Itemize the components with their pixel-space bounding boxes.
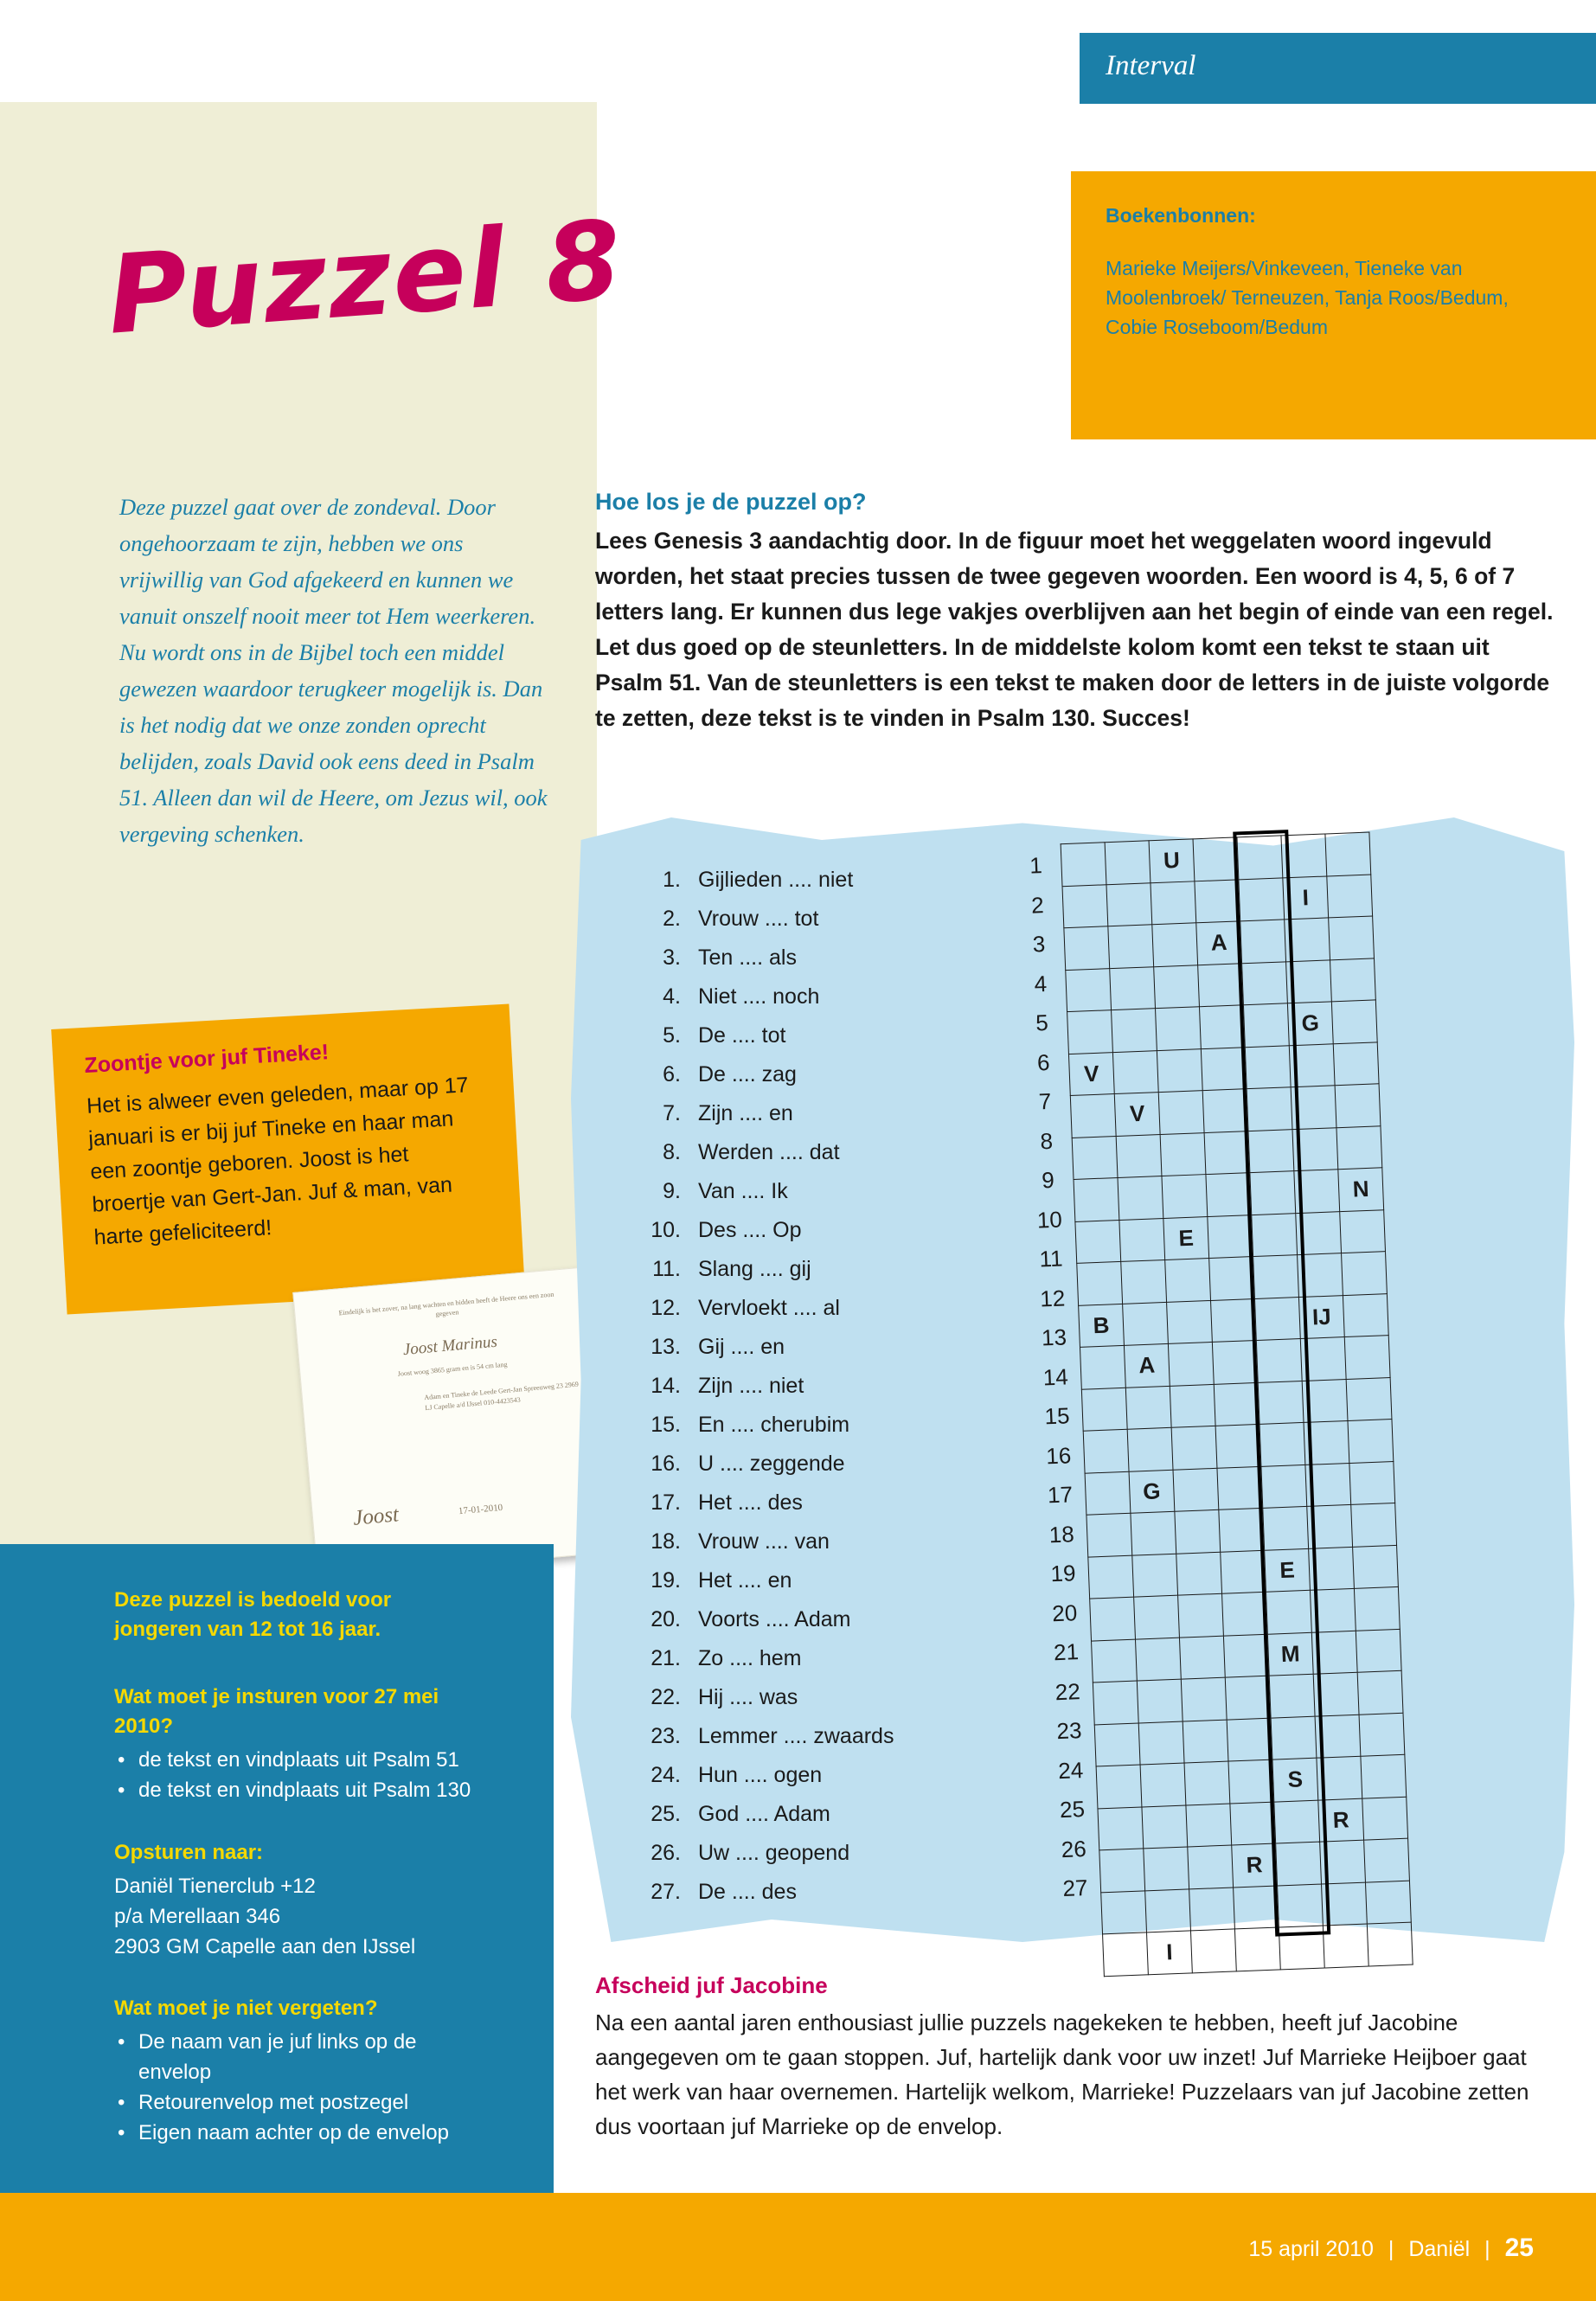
grid-cell[interactable] xyxy=(1346,1377,1392,1420)
puzzle-grid-table[interactable] xyxy=(1061,832,1413,1977)
grid-row-number: 2 xyxy=(1030,891,1045,919)
send-title: Opsturen naar: xyxy=(114,1841,264,1864)
grid-cell[interactable] xyxy=(1154,965,1200,1008)
grid-cell[interactable] xyxy=(1085,1471,1131,1515)
clue-text: Lemmer .... zwaards xyxy=(698,1724,894,1748)
grid-cell[interactable] xyxy=(1186,1804,1232,1847)
grid-cell[interactable] xyxy=(1228,1759,1274,1803)
grid-row-number: 8 xyxy=(1039,1127,1054,1154)
grid-cell[interactable] xyxy=(1092,1639,1138,1682)
footer-page-number: 25 xyxy=(1504,2234,1534,2262)
grid-cell[interactable] xyxy=(1074,1177,1119,1221)
footer-magazine: Daniël xyxy=(1408,2237,1471,2261)
clue-item xyxy=(636,1873,999,1912)
grid-cell[interactable] xyxy=(1075,1220,1121,1263)
grid-cell[interactable] xyxy=(1081,1388,1127,1431)
grid-row-number: 16 xyxy=(1045,1441,1072,1469)
grid-cell[interactable] xyxy=(1168,1342,1214,1385)
boekenbonnen-title: Boekenbonnen: xyxy=(1106,204,1256,227)
clue-text: Gij .... en xyxy=(698,1335,785,1359)
boekenbonnen-winners: Marieke Meijers/Vinkeveen, Tieneke van Moolenbroek/ Terneuzen, Tanja Roos/Bedum, Cobie Roseboom/Bedum xyxy=(1106,257,1509,338)
grid-cell[interactable] xyxy=(1173,1468,1219,1511)
grid-row-number: 5 xyxy=(1035,1009,1049,1036)
forget-title: Wat moet je niet vergeten? xyxy=(114,1997,378,2020)
grid-cell[interactable] xyxy=(1364,1838,1410,1881)
card-date: 17-01-2010 xyxy=(458,1502,503,1517)
grid-cell[interactable] xyxy=(1362,1797,1408,1840)
footer-separator-1: | xyxy=(1388,2237,1394,2261)
card-signature: Joost xyxy=(352,1503,401,1530)
grid-cell[interactable] xyxy=(1211,1298,1257,1342)
clue-number: 8. xyxy=(663,1140,681,1164)
send-line-2: p/a Merellaan 346 xyxy=(114,1905,281,1928)
grid-cell[interactable] xyxy=(1080,1345,1125,1388)
grid-cell[interactable] xyxy=(1162,1175,1208,1218)
grid-cell[interactable] xyxy=(1175,1509,1221,1553)
footer xyxy=(1248,2234,1534,2263)
grid-cell[interactable] xyxy=(1329,916,1375,959)
clue-number: 5. xyxy=(663,1023,681,1048)
clue-number: 6. xyxy=(663,1062,681,1086)
grid-cell[interactable] xyxy=(1167,1300,1213,1343)
clue-number: 19. xyxy=(651,1568,681,1593)
grid-cell[interactable] xyxy=(1116,1134,1162,1177)
grid-cell[interactable] xyxy=(1110,966,1156,1009)
grid-cell[interactable] xyxy=(1204,1131,1250,1174)
clue-item xyxy=(636,1795,999,1834)
grid-cell[interactable] xyxy=(1093,1681,1138,1724)
card-line1: Eindelijk is het zover, na lang wachten en bidden heeft de Heere ons een zoon gegeven xyxy=(338,1290,554,1318)
grid-cell[interactable] xyxy=(1077,1261,1123,1304)
grid-cell[interactable] xyxy=(1070,1094,1116,1138)
grid-cell[interactable] xyxy=(1330,958,1375,1001)
grid-cell[interactable] xyxy=(1140,1763,1186,1806)
grid-cell[interactable] xyxy=(1138,1721,1184,1765)
grid-cell[interactable] xyxy=(1215,1424,1261,1467)
clue-text: Voorts .... Adam xyxy=(698,1607,851,1631)
grid-row-number: 23 xyxy=(1055,1717,1083,1745)
grid-cell[interactable] xyxy=(1193,837,1239,881)
grid-cell[interactable] xyxy=(1151,881,1196,924)
grid-cell[interactable] xyxy=(1083,1429,1129,1472)
grid-cell[interactable] xyxy=(1067,1010,1113,1054)
grid-row-number: 20 xyxy=(1051,1599,1078,1626)
grid-cell[interactable] xyxy=(1202,1089,1248,1132)
grid-cell[interactable] xyxy=(1353,1545,1399,1588)
list-item: • De naam van je juf links op de envelop xyxy=(114,2027,478,2087)
grid-cell[interactable]: V xyxy=(1114,1093,1160,1136)
clue-number: 17. xyxy=(651,1490,681,1515)
grid-cell[interactable] xyxy=(1344,1336,1390,1379)
grid-cell[interactable] xyxy=(1354,1586,1400,1630)
clue-item xyxy=(636,1094,999,1133)
clue-number: 26. xyxy=(651,1841,681,1865)
grid-cell[interactable]: S xyxy=(1272,1758,1318,1801)
clue-text: Het .... des xyxy=(698,1490,803,1515)
how-to-title: Hoe los je de puzzel op? xyxy=(595,489,867,515)
grid-cell[interactable]: A xyxy=(1124,1343,1170,1387)
clue-number: 10. xyxy=(651,1218,681,1242)
grid-cell[interactable] xyxy=(1189,1887,1235,1930)
how-to-body: Lees Genesis 3 aandachtig door. In de figuur moet het weggelaten woord ingevuld worden, het staat precies tussen de twee gegeven woorden. Een woord is 4, 5, 6 of 7 letters lang. Er kunnen dus lege vakjes overblijven aan het begin of einde van een regel. Let dus goed op de steunletters. In de middelste kolom komt een tekst te staan uit Psalm 51. Van de steunletters is een tekst te maken door de letters in de juiste volgorde te zetten, deze tekst is te vinden in Psalm 130. Succes! xyxy=(595,528,1554,731)
boekenbonnen-box xyxy=(1071,171,1596,439)
grid-cell[interactable] xyxy=(1118,1176,1163,1220)
clue-item xyxy=(636,1016,999,1055)
clue-list xyxy=(636,861,999,1912)
clue-text: Vervloekt .... al xyxy=(698,1296,840,1320)
clue-item xyxy=(636,1717,999,1756)
grid-cell[interactable] xyxy=(1325,832,1371,875)
grid-cell[interactable] xyxy=(1132,1554,1178,1597)
grid-cell[interactable]: R xyxy=(1318,1798,1364,1842)
zoontje-note-title: Zoontje voor juf Tineke! xyxy=(83,1040,330,1078)
grid-cell[interactable] xyxy=(1165,1259,1211,1302)
clue-item xyxy=(636,1834,999,1873)
grid-cell[interactable] xyxy=(1123,1302,1169,1345)
clue-number: 3. xyxy=(663,945,681,970)
clue-number: 21. xyxy=(651,1646,681,1670)
zoontje-note-body: Het is alweer even geleden, maar op 17 januari is er bij juf Tineke en haar man een zoontje geboren. Joost is het broertje van Gert-Jan. Juf & man, van harte gefeliciteerd! xyxy=(86,1073,470,1250)
page-title: Puzzel 8 xyxy=(104,197,627,359)
grid-cell[interactable] xyxy=(1062,884,1108,927)
footer-separator-2: | xyxy=(1484,2237,1490,2261)
clue-item xyxy=(636,1639,999,1678)
clue-text: Het .... en xyxy=(698,1568,792,1593)
grid-row-number: 25 xyxy=(1059,1796,1086,1823)
grid-cell[interactable] xyxy=(1199,1005,1245,1048)
grid-cell[interactable] xyxy=(1112,1050,1158,1093)
clue-number: 22. xyxy=(651,1685,681,1709)
clue-text: De .... tot xyxy=(698,1023,786,1048)
list-item: • de tekst en vindplaats uit Psalm 130 xyxy=(114,1775,478,1805)
clue-item xyxy=(636,1211,999,1250)
grid-cell[interactable]: V xyxy=(1068,1052,1114,1095)
card-baby-name: Joost Marinus xyxy=(401,1332,498,1360)
grid-cell[interactable]: G xyxy=(1129,1470,1175,1513)
grid-cell[interactable] xyxy=(1121,1259,1167,1303)
grid-cell[interactable] xyxy=(1066,968,1112,1011)
grid-row-number: 27 xyxy=(1061,1874,1088,1902)
grid-row-number: 26 xyxy=(1061,1835,1087,1862)
grid-cell[interactable] xyxy=(1135,1638,1181,1681)
grid-cell[interactable] xyxy=(1127,1427,1173,1471)
clue-text: Zijn .... niet xyxy=(698,1374,804,1398)
clue-item xyxy=(636,1133,999,1172)
grid-cell[interactable] xyxy=(1119,1218,1165,1261)
grid-cell[interactable] xyxy=(1099,1849,1145,1892)
grid-row-number: 21 xyxy=(1053,1638,1080,1666)
grid-row-number: 14 xyxy=(1042,1362,1069,1390)
card-line3: Adam en Tineke de Leede Gert-Jan Spreeuweg 23 2969 LJ Capelle a/d IJssel 010-4423543 xyxy=(423,1380,580,1413)
clue-text: Des .... Op xyxy=(698,1218,802,1242)
clue-item xyxy=(636,1328,999,1367)
clue-number: 27. xyxy=(651,1880,681,1904)
clue-item xyxy=(636,1445,999,1484)
grid-cell[interactable] xyxy=(1234,1927,1280,1971)
grid-row-number: 9 xyxy=(1041,1166,1055,1194)
interval-label: Interval xyxy=(1106,50,1196,81)
grid-cell[interactable] xyxy=(1125,1386,1171,1429)
grid-cell[interactable]: B xyxy=(1079,1304,1125,1347)
clue-text: Vrouw .... tot xyxy=(698,907,819,931)
clue-text: God .... Adam xyxy=(698,1802,830,1826)
grid-cell[interactable]: U xyxy=(1149,839,1195,882)
clue-number: 9. xyxy=(663,1179,681,1203)
grid-cell[interactable] xyxy=(1086,1513,1132,1556)
grid-row-number: 10 xyxy=(1036,1206,1063,1234)
card-line2: Joost woog 3865 gram en is 54 cm lang xyxy=(397,1360,508,1378)
clue-text: Ten .... als xyxy=(698,945,797,970)
grid-cell[interactable]: N xyxy=(1338,1168,1384,1211)
clue-item xyxy=(636,1600,999,1639)
grid-row-number: 3 xyxy=(1032,931,1046,958)
grid-cell[interactable] xyxy=(1108,925,1154,968)
afscheid-title: Afscheid juf Jacobine xyxy=(595,1972,828,1998)
grid-cell[interactable] xyxy=(1170,1384,1215,1427)
grid-cell[interactable] xyxy=(1112,1009,1157,1052)
clue-text: Hij .... was xyxy=(698,1685,798,1709)
send-line-3: 2903 GM Capelle aan den IJssel xyxy=(114,1935,416,1958)
grid-cell[interactable] xyxy=(1088,1555,1134,1599)
grid-cell[interactable] xyxy=(1188,1845,1234,1888)
grid-cell[interactable] xyxy=(1144,1847,1189,1890)
grid-cell[interactable]: E xyxy=(1163,1216,1209,1259)
grid-cell[interactable] xyxy=(1342,1252,1388,1295)
clue-item xyxy=(636,939,999,977)
grid-cell[interactable] xyxy=(1184,1761,1230,1804)
grid-cell[interactable] xyxy=(1195,879,1240,922)
grid-cell[interactable] xyxy=(1367,1922,1413,1965)
grid-cell[interactable]: R xyxy=(1232,1843,1278,1887)
clue-text: Werden .... dat xyxy=(698,1140,840,1164)
grid-cell[interactable] xyxy=(1222,1592,1268,1635)
intro-paragraph: Deze puzzel gaat over de zondeval. Door ongehoorzaam te zijn, hebben we ons vrijwillig van God afgekeerd en kunnen we vanuit onszelf nooit meer tot Hem weerkeren. Nu wordt ons in de Bijbel toch een middel gewezen waardoor terugkeer mogelijk is. Dan is het nodig dat we onze zonden oprecht belijden, zoals David ook eens deed in Psalm 51. Alleen dan wil de Heere, om Jezus wil, ook vergeving schenken. xyxy=(119,494,548,847)
clue-number: 18. xyxy=(651,1529,681,1554)
clue-item xyxy=(636,1406,999,1445)
clue-text: U .... zeggende xyxy=(698,1452,845,1476)
list-item: • Retourenvelop met postzegel xyxy=(114,2087,478,2118)
clue-item xyxy=(636,861,999,900)
grid-cell[interactable] xyxy=(1357,1670,1403,1714)
clue-text: Uw .... geopend xyxy=(698,1841,850,1865)
grid-cell[interactable] xyxy=(1101,1890,1147,1933)
grid-cell[interactable] xyxy=(1181,1677,1227,1721)
grid-cell[interactable] xyxy=(1105,841,1151,884)
grid-cell[interactable] xyxy=(1223,1634,1269,1677)
grid-cell[interactable] xyxy=(1359,1713,1405,1756)
info-blue-box xyxy=(0,1544,554,2193)
grid-cell[interactable] xyxy=(1061,843,1106,886)
clue-item xyxy=(636,1289,999,1328)
clue-number: 25. xyxy=(651,1802,681,1826)
grid-cell[interactable] xyxy=(1340,1209,1386,1253)
grid-cell[interactable] xyxy=(1145,1888,1191,1932)
grid-cell[interactable] xyxy=(1230,1802,1276,1845)
grid-cell[interactable] xyxy=(1225,1676,1271,1719)
grid-cell[interactable] xyxy=(1072,1136,1118,1179)
grid-cell[interactable] xyxy=(1137,1679,1183,1722)
grid-cell[interactable] xyxy=(1327,875,1373,918)
clue-number: 4. xyxy=(663,984,681,1009)
clue-item xyxy=(636,1561,999,1600)
clue-text: Vrouw .... van xyxy=(698,1529,830,1554)
grid-row-number: 1 xyxy=(1029,852,1043,879)
grid-row-number: 22 xyxy=(1054,1677,1081,1705)
grid-cell[interactable] xyxy=(1336,1125,1382,1169)
grid-cell[interactable] xyxy=(1176,1552,1222,1595)
grid-cell[interactable] xyxy=(1198,963,1244,1006)
grid-cell[interactable] xyxy=(1157,1048,1202,1092)
birth-announcement-card xyxy=(292,1266,621,1578)
grid-cell[interactable]: G xyxy=(1287,1002,1333,1045)
grid-row-number: 7 xyxy=(1038,1087,1052,1115)
grid-row-number: 4 xyxy=(1033,970,1048,997)
clue-item xyxy=(636,1522,999,1561)
grid-cell[interactable] xyxy=(1219,1508,1265,1551)
clue-item xyxy=(636,1055,999,1094)
footer-date: 15 april 2010 xyxy=(1248,2237,1374,2261)
deadline-title: Wat moet je insturen voor 27 mei 2010? xyxy=(114,1685,439,1738)
clue-number: 12. xyxy=(651,1296,681,1320)
grid-cell[interactable] xyxy=(1331,1000,1377,1043)
grid-row-number: 17 xyxy=(1047,1481,1074,1509)
clue-number: 15. xyxy=(651,1413,681,1437)
grid-cell[interactable] xyxy=(1064,926,1110,970)
clue-number: 1. xyxy=(663,868,681,892)
grid-row-number: 18 xyxy=(1048,1520,1075,1548)
clue-text: Van .... Ik xyxy=(698,1179,788,1203)
clue-item xyxy=(636,977,999,1016)
grid-cell[interactable] xyxy=(1356,1629,1401,1672)
grid-cell[interactable]: I xyxy=(1147,1931,1193,1974)
clue-item xyxy=(636,1172,999,1211)
grid-row-number: 24 xyxy=(1057,1756,1084,1784)
puzzle-grid[interactable] xyxy=(1013,825,1592,1965)
afscheid-body: Na een aantal jaren enthousiast jullie puzzels nagekeken te hebben, heeft juf Jacobine aangegeven om te gaan stoppen. Juf, hartelijk dank voor uw inzet! Juf Marrieke Heijboer gaat het werk van haar overnemen. Hartelijk welkom, Marrieke! Puzzelaars van juf Jacobine zetten dus voortaan juf Marrieke op de envelop. xyxy=(595,2009,1529,2139)
grid-cell[interactable] xyxy=(1335,1084,1381,1127)
grid-cell[interactable]: I xyxy=(1283,875,1329,919)
grid-cell[interactable] xyxy=(1094,1723,1140,1766)
clue-number: 16. xyxy=(651,1452,681,1476)
grid-row-number: 6 xyxy=(1036,1048,1051,1075)
clue-item xyxy=(636,1250,999,1289)
clue-text: De .... zag xyxy=(698,1062,797,1086)
grid-cell[interactable] xyxy=(1209,1257,1255,1300)
grid-cell[interactable] xyxy=(1217,1466,1263,1509)
grid-cell[interactable]: IJ xyxy=(1298,1295,1344,1338)
clue-item xyxy=(636,1678,999,1717)
deadline-list xyxy=(114,1745,478,1805)
clue-item xyxy=(636,1756,999,1795)
grid-row-number: 15 xyxy=(1043,1402,1071,1430)
grid-cell[interactable] xyxy=(1221,1550,1266,1593)
grid-cell[interactable] xyxy=(1096,1765,1142,1808)
grid-cell[interactable] xyxy=(1160,1132,1206,1176)
target-audience-text: Deze puzzel is bedoeld voor jongeren van 12 tot 16 jaar. xyxy=(114,1588,392,1641)
clue-number: 14. xyxy=(651,1374,681,1398)
clue-text: Zo .... hem xyxy=(698,1646,802,1670)
clue-text: Slang .... gij xyxy=(698,1257,811,1281)
clue-number: 7. xyxy=(663,1101,681,1125)
interval-banner xyxy=(1080,33,1596,104)
grid-cell[interactable] xyxy=(1156,1007,1202,1050)
grid-cell[interactable] xyxy=(1131,1511,1176,1554)
clue-number: 23. xyxy=(651,1724,681,1748)
clue-item xyxy=(636,1484,999,1522)
clue-text: De .... des xyxy=(698,1880,797,1904)
grid-cell[interactable] xyxy=(1158,1091,1204,1134)
grid-cell[interactable] xyxy=(1206,1173,1252,1216)
grid-cell[interactable] xyxy=(1103,1932,1149,1976)
clue-number: 13. xyxy=(651,1335,681,1359)
clue-text: Zijn .... en xyxy=(698,1101,793,1125)
grid-cell[interactable] xyxy=(1090,1597,1136,1640)
grid-cell[interactable] xyxy=(1361,1754,1407,1798)
grid-cell[interactable] xyxy=(1183,1720,1228,1763)
clue-item xyxy=(636,900,999,939)
grid-cell[interactable] xyxy=(1208,1215,1253,1258)
clue-item xyxy=(636,1367,999,1406)
grid-cell[interactable] xyxy=(1349,1461,1395,1504)
grid-row-number: 11 xyxy=(1038,1245,1064,1272)
clue-text: En .... cherubim xyxy=(698,1413,850,1437)
clue-text: Gijlieden .... niet xyxy=(698,868,854,892)
grid-cell[interactable] xyxy=(1333,1042,1379,1085)
grid-cell[interactable] xyxy=(1201,1047,1247,1090)
grid-cell[interactable]: E xyxy=(1265,1548,1311,1592)
grid-row-number: 19 xyxy=(1049,1560,1077,1587)
grid-cell[interactable] xyxy=(1348,1420,1394,1463)
grid-cell[interactable] xyxy=(1171,1426,1217,1469)
grid-cell[interactable] xyxy=(1227,1718,1272,1761)
grid-cell[interactable] xyxy=(1142,1805,1188,1849)
grid-cell[interactable] xyxy=(1351,1503,1397,1546)
list-item: • de tekst en vindplaats uit Psalm 51 xyxy=(114,1745,478,1775)
grid-cell[interactable] xyxy=(1134,1595,1180,1638)
clue-number: 20. xyxy=(651,1607,681,1631)
clue-number: 11. xyxy=(652,1257,681,1281)
grid-cell[interactable] xyxy=(1178,1593,1224,1637)
clue-text: Hun .... ogen xyxy=(698,1763,823,1787)
send-line-1: Daniël Tienerclub +12 xyxy=(114,1875,316,1898)
grid-cell[interactable]: A xyxy=(1196,921,1242,965)
clue-text: Niet .... noch xyxy=(698,984,820,1009)
grid-cell[interactable] xyxy=(1365,1881,1411,1924)
grid-row-number: 13 xyxy=(1041,1324,1067,1351)
grid-cell[interactable] xyxy=(1234,1886,1279,1929)
grid-cell[interactable] xyxy=(1214,1382,1259,1426)
clue-number: 24. xyxy=(651,1763,681,1787)
grid-cell[interactable] xyxy=(1190,1929,1236,1972)
forget-list xyxy=(114,2027,478,2148)
list-item: • Eigen naam achter op de envelop xyxy=(114,2118,478,2148)
grid-row-number: 12 xyxy=(1039,1284,1066,1312)
grid-cell[interactable] xyxy=(1343,1293,1388,1336)
clue-number: 2. xyxy=(663,907,681,931)
grid-cell[interactable] xyxy=(1098,1806,1144,1849)
grid-cell[interactable] xyxy=(1212,1340,1258,1383)
grid-cell[interactable] xyxy=(1106,882,1152,926)
grid-cell[interactable] xyxy=(1152,923,1198,966)
grid-cell[interactable]: M xyxy=(1267,1632,1313,1676)
grid-cell[interactable] xyxy=(1179,1636,1225,1679)
zoontje-note xyxy=(51,1003,525,1314)
